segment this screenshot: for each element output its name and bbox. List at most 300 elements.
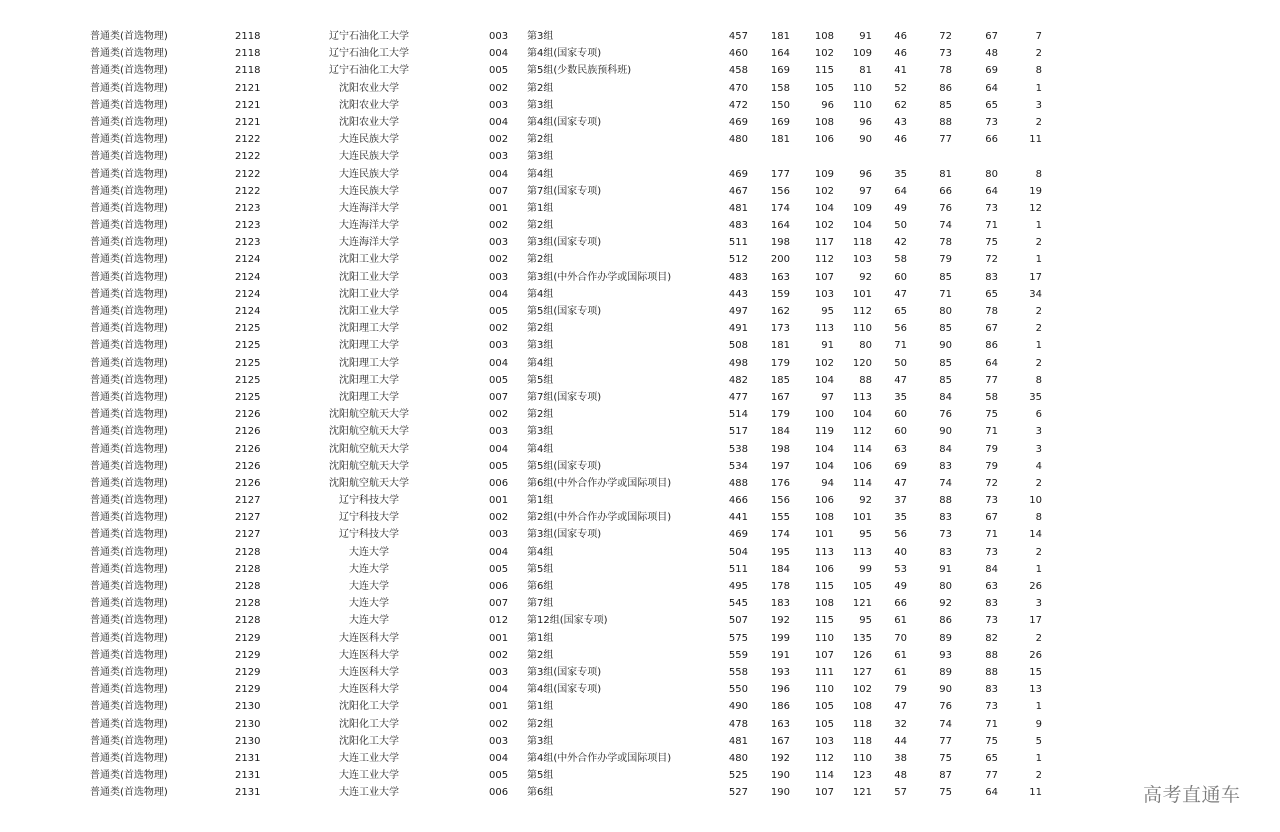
group-code-cell: 005 <box>489 460 509 472</box>
score-chinese-cell: 193 <box>770 666 790 678</box>
score-english-cell: 112 <box>852 306 872 317</box>
score-subject3-cell: 65 <box>985 99 998 111</box>
group-name-cell: 第4组 <box>527 443 554 455</box>
table-row <box>0 664 1280 681</box>
score-math-cell: 102 <box>814 185 834 197</box>
score-subject3-cell: 48 <box>985 48 998 60</box>
school-name-cell: 大连大学 <box>349 546 389 558</box>
group-name-cell: 第2组 <box>527 220 554 232</box>
group-code-cell: 002 <box>489 82 509 94</box>
group-code-cell: 002 <box>489 254 509 266</box>
score-total-cell: 559 <box>728 649 748 661</box>
score-math-cell: 101 <box>814 529 834 541</box>
rank-cell: 4 <box>1035 460 1042 472</box>
score-english-cell: 95 <box>859 529 872 541</box>
score-total-cell: 480 <box>728 134 748 146</box>
group-name-cell: 第2组 <box>527 323 554 335</box>
rank-cell: 12 <box>1029 202 1042 214</box>
score-math-cell: 110 <box>814 684 834 696</box>
school-name-cell: 大连海洋大学 <box>339 237 399 249</box>
group-code-cell: 012 <box>489 615 509 627</box>
category-cell: 普通类(首选物理) <box>90 237 168 249</box>
rank-cell: 10 <box>1029 495 1042 507</box>
category-cell: 普通类(首选物理) <box>90 770 168 782</box>
score-total-cell: 443 <box>728 288 748 300</box>
group-code-cell: 007 <box>489 391 509 403</box>
group-name-cell: 第6组 <box>527 787 554 799</box>
score-english-cell: 118 <box>852 735 872 747</box>
score-subject1-cell: 43 <box>894 116 907 128</box>
score-subject3-cell: 79 <box>985 460 998 472</box>
score-english-cell: 96 <box>859 168 872 180</box>
score-chinese-cell: 173 <box>770 323 790 335</box>
category-cell: 普通类(首选物理) <box>90 288 168 300</box>
score-subject2-cell: 77 <box>939 735 952 747</box>
score-subject1-cell: 47 <box>894 374 907 386</box>
rank-cell: 8 <box>1035 512 1042 524</box>
group-code-cell: 006 <box>489 581 509 592</box>
score-chinese-cell: 198 <box>770 443 790 455</box>
group-code-cell: 002 <box>489 718 509 730</box>
score-subject2-cell: 85 <box>939 99 952 111</box>
score-english-cell: 110 <box>852 99 872 111</box>
table-row <box>0 544 1280 561</box>
score-total-cell: 467 <box>728 185 748 197</box>
school-name-cell: 大连医科大学 <box>339 632 399 644</box>
score-total-cell: 511 <box>728 237 748 249</box>
score-subject1-cell: 50 <box>894 220 907 232</box>
score-math-cell: 107 <box>814 649 834 661</box>
table-row <box>0 251 1280 268</box>
score-chinese-cell: 176 <box>770 477 790 489</box>
school-name-cell: 沈阳航空航天大学 <box>329 460 409 472</box>
category-cell: 普通类(首选物理) <box>90 323 168 335</box>
school-name-cell: 大连医科大学 <box>339 684 399 696</box>
rank-cell: 5 <box>1035 735 1042 747</box>
score-subject2-cell: 80 <box>939 581 952 592</box>
score-math-cell: 113 <box>814 323 834 335</box>
category-cell: 普通类(首选物理) <box>90 116 168 128</box>
school-code-cell: 2129 <box>235 684 261 696</box>
category-cell: 普通类(首选物理) <box>90 340 168 352</box>
rank-cell: 8 <box>1035 65 1042 77</box>
group-name-cell: 第5组(少数民族预科班) <box>527 65 632 77</box>
category-cell: 普通类(首选物理) <box>90 684 168 696</box>
rank-cell: 8 <box>1035 168 1042 180</box>
score-subject2-cell: 83 <box>939 546 952 558</box>
score-english-cell: 90 <box>859 134 872 146</box>
rank-cell: 1 <box>1035 701 1042 713</box>
school-code-cell: 2125 <box>235 323 261 335</box>
score-math-cell: 97 <box>821 391 834 403</box>
score-total-cell: 525 <box>728 770 748 782</box>
group-code-cell: 006 <box>489 787 509 799</box>
score-math-cell: 113 <box>814 546 834 558</box>
score-total-cell: 498 <box>728 357 748 369</box>
school-name-cell: 大连工业大学 <box>339 787 399 799</box>
category-cell: 普通类(首选物理) <box>90 426 168 438</box>
table-row <box>0 475 1280 492</box>
category-cell: 普通类(首选物理) <box>90 443 168 455</box>
score-subject2-cell: 85 <box>939 374 952 386</box>
school-name-cell: 沈阳理工大学 <box>339 323 399 335</box>
school-name-cell: 沈阳航空航天大学 <box>329 443 409 455</box>
rank-cell: 9 <box>1035 718 1042 730</box>
score-chinese-cell: 184 <box>770 563 790 575</box>
rank-cell: 3 <box>1035 99 1042 111</box>
table-row <box>0 612 1280 629</box>
school-name-cell: 大连大学 <box>349 598 389 610</box>
score-chinese-cell: 179 <box>770 357 790 369</box>
group-code-cell: 001 <box>489 701 509 713</box>
school-code-cell: 2128 <box>235 615 261 627</box>
category-cell: 普通类(首选物理) <box>90 598 168 610</box>
school-name-cell: 沈阳理工大学 <box>339 391 399 403</box>
score-english-cell: 81 <box>859 65 872 77</box>
score-total-cell: 458 <box>728 65 748 77</box>
score-english-cell: 99 <box>859 563 872 575</box>
score-chinese-cell: 159 <box>770 288 790 300</box>
score-chinese-cell: 198 <box>770 237 790 249</box>
rank-cell: 14 <box>1029 529 1042 541</box>
category-cell: 普通类(首选物理) <box>90 615 168 627</box>
category-cell: 普通类(首选物理) <box>90 374 168 386</box>
score-subject3-cell: 58 <box>985 391 998 403</box>
score-subject3-cell: 67 <box>985 512 998 524</box>
school-code-cell: 2121 <box>235 99 261 111</box>
group-name-cell: 第2组 <box>527 134 554 146</box>
score-subject1-cell: 38 <box>894 752 907 764</box>
score-math-cell: 104 <box>814 374 834 386</box>
score-subject1-cell: 62 <box>894 99 907 111</box>
score-chinese-cell: 174 <box>770 529 790 541</box>
score-total-cell: 538 <box>728 443 748 455</box>
rank-cell: 35 <box>1029 391 1042 403</box>
score-english-cell: 109 <box>852 48 872 60</box>
score-chinese-cell: 177 <box>770 168 790 180</box>
category-cell: 普通类(首选物理) <box>90 82 168 94</box>
score-math-cell: 119 <box>814 426 834 438</box>
score-math-cell: 108 <box>814 116 834 128</box>
group-code-cell: 004 <box>489 357 509 369</box>
school-code-cell: 2122 <box>235 168 261 180</box>
score-english-cell: 114 <box>852 477 872 489</box>
school-code-cell: 2130 <box>235 701 261 713</box>
rank-cell: 1 <box>1035 82 1042 94</box>
school-name-cell: 大连工业大学 <box>339 770 399 782</box>
rank-cell: 2 <box>1035 632 1042 644</box>
school-name-cell: 沈阳农业大学 <box>339 99 399 111</box>
score-total-cell: 558 <box>728 666 748 678</box>
score-english-cell: 101 <box>852 288 872 300</box>
score-chinese-cell: 164 <box>770 48 790 60</box>
school-code-cell: 2126 <box>235 409 261 421</box>
score-subject3-cell: 63 <box>985 581 998 592</box>
school-name-cell: 大连民族大学 <box>339 151 399 163</box>
score-math-cell: 95 <box>821 306 834 317</box>
score-subject2-cell: 79 <box>939 254 952 266</box>
score-math-cell: 104 <box>814 460 834 472</box>
score-subject1-cell: 63 <box>894 443 907 455</box>
category-cell: 普通类(首选物理) <box>90 460 168 472</box>
rank-cell: 1 <box>1035 340 1042 352</box>
group-code-cell: 007 <box>489 185 509 197</box>
group-name-cell: 第1组 <box>527 202 554 214</box>
score-english-cell: 104 <box>852 409 872 421</box>
category-cell: 普通类(首选物理) <box>90 752 168 764</box>
score-subject2-cell: 76 <box>939 701 952 713</box>
score-subject3-cell: 71 <box>985 529 998 541</box>
score-chinese-cell: 167 <box>770 735 790 747</box>
score-math-cell: 106 <box>814 134 834 146</box>
score-math-cell: 96 <box>821 99 834 111</box>
table-row <box>0 148 1280 165</box>
score-subject3-cell: 75 <box>985 409 998 421</box>
school-code-cell: 2123 <box>235 237 261 249</box>
score-subject3-cell: 78 <box>985 306 998 317</box>
score-english-cell: 95 <box>859 615 872 627</box>
table-row <box>0 166 1280 183</box>
category-cell: 普通类(首选物理) <box>90 306 168 317</box>
school-name-cell: 沈阳化工大学 <box>339 718 399 730</box>
score-math-cell: 102 <box>814 220 834 232</box>
rank-cell: 17 <box>1029 271 1042 283</box>
group-name-cell: 第6组(中外合作办学或国际项目) <box>527 477 672 489</box>
score-english-cell: 106 <box>852 460 872 472</box>
school-code-cell: 2118 <box>235 48 261 60</box>
score-total-cell: 488 <box>728 477 748 489</box>
score-subject3-cell: 67 <box>985 31 998 42</box>
group-code-cell: 002 <box>489 409 509 421</box>
score-subject2-cell: 74 <box>939 220 952 232</box>
score-subject2-cell: 92 <box>939 598 952 610</box>
score-chinese-cell: 162 <box>770 306 790 317</box>
score-chinese-cell: 164 <box>770 220 790 232</box>
score-math-cell: 114 <box>814 770 834 782</box>
category-cell: 普通类(首选物理) <box>90 649 168 661</box>
score-subject1-cell: 35 <box>894 391 907 403</box>
score-chinese-cell: 181 <box>770 134 790 146</box>
rank-cell: 3 <box>1035 443 1042 455</box>
score-math-cell: 103 <box>814 735 834 747</box>
score-english-cell: 103 <box>852 254 872 266</box>
score-subject2-cell: 83 <box>939 512 952 524</box>
score-english-cell: 114 <box>852 443 872 455</box>
group-name-cell: 第5组 <box>527 770 554 782</box>
group-name-cell: 第1组 <box>527 495 554 507</box>
rank-cell: 2 <box>1035 477 1042 489</box>
score-subject3-cell: 88 <box>985 649 998 661</box>
group-code-cell: 004 <box>489 48 509 60</box>
score-subject1-cell: 56 <box>894 529 907 541</box>
school-code-cell: 2128 <box>235 546 261 558</box>
table-row <box>0 131 1280 148</box>
group-name-cell: 第2组(中外合作办学或国际项目) <box>527 512 672 524</box>
score-subject3-cell: 64 <box>985 787 998 799</box>
table-row <box>0 45 1280 62</box>
table-row <box>0 509 1280 526</box>
school-name-cell: 辽宁石油化工大学 <box>329 48 409 60</box>
category-cell: 普通类(首选物理) <box>90 632 168 644</box>
score-subject3-cell: 72 <box>985 477 998 489</box>
group-name-cell: 第4组 <box>527 168 554 180</box>
table-row <box>0 458 1280 475</box>
score-subject3-cell: 67 <box>985 323 998 335</box>
rank-cell: 6 <box>1035 409 1042 421</box>
school-code-cell: 2124 <box>235 271 261 283</box>
score-math-cell: 105 <box>814 82 834 94</box>
score-english-cell: 104 <box>852 220 872 232</box>
score-subject3-cell: 83 <box>985 598 998 610</box>
group-name-cell: 第4组(中外合作办学或国际项目) <box>527 752 672 764</box>
score-total-cell: 497 <box>728 306 748 317</box>
school-code-cell: 2129 <box>235 649 261 661</box>
score-subject2-cell: 80 <box>939 306 952 317</box>
score-english-cell: 120 <box>852 357 872 369</box>
score-subject3-cell: 84 <box>985 563 998 575</box>
school-name-cell: 大连大学 <box>349 581 389 592</box>
score-total-cell: 480 <box>728 752 748 764</box>
school-name-cell: 沈阳航空航天大学 <box>329 409 409 421</box>
score-subject2-cell: 91 <box>939 563 952 575</box>
school-name-cell: 辽宁科技大学 <box>339 512 399 524</box>
school-name-cell: 大连医科大学 <box>339 649 399 661</box>
score-english-cell: 121 <box>852 598 872 610</box>
school-name-cell: 辽宁科技大学 <box>339 529 399 541</box>
score-subject3-cell: 75 <box>985 735 998 747</box>
group-code-cell: 002 <box>489 220 509 232</box>
group-name-cell: 第6组 <box>527 581 554 592</box>
score-english-cell: 105 <box>852 581 872 592</box>
score-subject2-cell: 73 <box>939 529 952 541</box>
group-code-cell: 003 <box>489 99 509 111</box>
score-math-cell: 100 <box>814 409 834 421</box>
score-math-cell: 110 <box>814 632 834 644</box>
group-code-cell: 003 <box>489 271 509 283</box>
rank-cell: 2 <box>1035 237 1042 249</box>
category-cell: 普通类(首选物理) <box>90 581 168 592</box>
table-row <box>0 337 1280 354</box>
school-code-cell: 2124 <box>235 306 261 317</box>
table-row <box>0 630 1280 647</box>
category-cell: 普通类(首选物理) <box>90 563 168 575</box>
school-code-cell: 2125 <box>235 357 261 369</box>
group-name-cell: 第3组(国家专项) <box>527 666 602 678</box>
score-subject1-cell: 46 <box>894 31 907 42</box>
category-cell: 普通类(首选物理) <box>90 48 168 60</box>
score-subject3-cell: 69 <box>985 65 998 77</box>
score-english-cell: 110 <box>852 323 872 335</box>
score-subject2-cell: 90 <box>939 426 952 438</box>
school-name-cell: 大连大学 <box>349 563 389 575</box>
group-name-cell: 第3组 <box>527 340 554 352</box>
rank-cell: 2 <box>1035 546 1042 558</box>
score-chinese-cell: 156 <box>770 495 790 507</box>
category-cell: 普通类(首选物理) <box>90 391 168 403</box>
table-row <box>0 595 1280 612</box>
score-subject3-cell: 71 <box>985 426 998 438</box>
score-subject1-cell: 37 <box>894 495 907 507</box>
score-chinese-cell: 155 <box>770 512 790 524</box>
score-chinese-cell: 169 <box>770 116 790 128</box>
group-code-cell: 003 <box>489 529 509 541</box>
score-english-cell: 108 <box>852 701 872 713</box>
score-subject1-cell: 79 <box>894 684 907 696</box>
group-name-cell: 第2组 <box>527 254 554 266</box>
category-cell: 普通类(首选物理) <box>90 787 168 799</box>
group-code-cell: 002 <box>489 134 509 146</box>
group-code-cell: 006 <box>489 477 509 489</box>
group-code-cell: 002 <box>489 323 509 335</box>
score-total-cell: 491 <box>728 323 748 335</box>
score-total-cell: 495 <box>728 581 748 592</box>
score-english-cell: 135 <box>852 632 872 644</box>
group-name-cell: 第5组(国家专项) <box>527 306 602 317</box>
group-name-cell: 第5组 <box>527 374 554 386</box>
school-code-cell: 2127 <box>235 529 261 541</box>
score-chinese-cell: 186 <box>770 701 790 713</box>
table-row <box>0 698 1280 715</box>
rank-cell: 3 <box>1035 598 1042 610</box>
score-chinese-cell: 195 <box>770 546 790 558</box>
rank-cell: 17 <box>1029 615 1042 627</box>
table-row <box>0 733 1280 750</box>
score-subject2-cell: 78 <box>939 65 952 77</box>
score-chinese-cell: 179 <box>770 409 790 421</box>
score-subject1-cell: 66 <box>894 598 907 610</box>
score-english-cell: 80 <box>859 340 872 352</box>
score-subject1-cell: 57 <box>894 787 907 799</box>
score-total-cell: 483 <box>728 220 748 232</box>
score-subject1-cell: 47 <box>894 288 907 300</box>
score-subject2-cell: 93 <box>939 649 952 661</box>
school-code-cell: 2131 <box>235 787 261 799</box>
category-cell: 普通类(首选物理) <box>90 254 168 266</box>
group-name-cell: 第3组(国家专项) <box>527 529 602 541</box>
school-code-cell: 2127 <box>235 512 261 524</box>
group-code-cell: 003 <box>489 340 509 352</box>
score-subject3-cell: 80 <box>985 168 998 180</box>
table-row <box>0 578 1280 595</box>
score-subject3-cell: 83 <box>985 271 998 283</box>
score-total-cell: 469 <box>728 168 748 180</box>
score-subject2-cell: 71 <box>939 288 952 300</box>
score-subject1-cell: 46 <box>894 48 907 60</box>
score-math-cell: 91 <box>821 340 834 352</box>
group-name-cell: 第4组(国家专项) <box>527 684 602 696</box>
group-code-cell: 007 <box>489 598 509 610</box>
table-row <box>0 28 1280 45</box>
group-name-cell: 第2组 <box>527 82 554 94</box>
rank-cell: 3 <box>1035 426 1042 438</box>
school-name-cell: 大连海洋大学 <box>339 220 399 232</box>
group-name-cell: 第12组(国家专项) <box>527 615 608 627</box>
score-subject3-cell: 64 <box>985 185 998 197</box>
group-code-cell: 005 <box>489 306 509 317</box>
group-name-cell: 第4组(国家专项) <box>527 116 602 128</box>
score-subject3-cell: 73 <box>985 495 998 507</box>
score-subject3-cell: 73 <box>985 546 998 558</box>
table-row <box>0 492 1280 509</box>
school-name-cell: 大连大学 <box>349 615 389 627</box>
table-row <box>0 114 1280 131</box>
school-name-cell: 沈阳农业大学 <box>339 116 399 128</box>
score-chinese-cell: 174 <box>770 202 790 214</box>
score-subject2-cell: 76 <box>939 409 952 421</box>
group-code-cell: 005 <box>489 563 509 575</box>
score-english-cell: 91 <box>859 31 872 42</box>
score-total-cell: 481 <box>728 735 748 747</box>
